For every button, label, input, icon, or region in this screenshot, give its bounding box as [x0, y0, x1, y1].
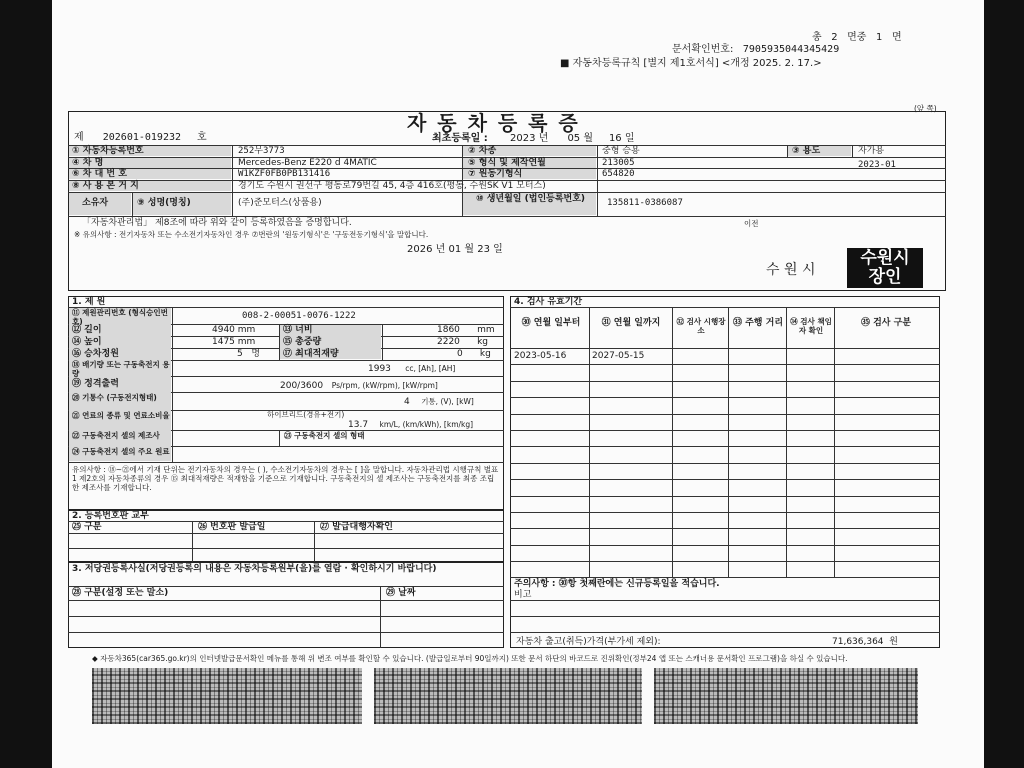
- birth-value: 135811-0386087: [607, 198, 683, 208]
- battery-form-label: ㉓ 구동축전지 셀의 형태: [284, 431, 365, 440]
- reg-number-value: 252무3773: [238, 146, 285, 156]
- inspection-row-line: [510, 446, 940, 447]
- engine-type-value: 654820: [602, 169, 635, 179]
- lien-col-date: ㉙ 날짜: [386, 588, 416, 598]
- inspection-row-line: [510, 528, 940, 529]
- vehicle-kind-label: ② 차종: [468, 146, 497, 156]
- spec-footnote: 유의사항 : ⑱~㉑에서 기재 단위는 전기자동차의 경우는 ( ), 수소전기자동차의 경우는 [ ]을 말합니다. 자동차관리법 시행규칙 별표 1 제2호의 자동차종류의 경우 ⑮ 최대적재량은 적재함을 기준으로 기재합니다. 구동축전지의 셀 제조사는 구동축전지를 최종 조립한 제조사를 기재합니다.: [72, 465, 499, 492]
- insp-col-type: ㉟ 검사 구분: [860, 318, 912, 328]
- registration-certificate: [52, 0, 984, 768]
- certify-text: 「자동차관리법」 제8조에 따라 위와 같이 등록하였음을 증명합니다.: [82, 218, 352, 228]
- lien-section: [68, 562, 504, 648]
- document-title: 자 동 차 등 록 증: [407, 111, 580, 135]
- spec-header: 1. 제 원: [72, 297, 106, 307]
- barcode-left: [92, 668, 362, 724]
- bottom-notice: ◆ 자동차365(car365.go.kr)의 인터넷발급문서확인 메뉴를 통해 위 변조 여부를 확인할 수 있습니다. (발급일로부터 90일까지) 또한 문서 하단의 바코드로 진위확인(정부24 앱 또는 스캐너용 문서확인 프로그램)을 하실 수 있습니다.: [92, 654, 848, 663]
- width-label: ⑬ 너비: [283, 325, 313, 335]
- birth-label: ⑩ 생년월일 (법인등록번호): [475, 194, 586, 204]
- lien-col-type: ㉘ 구분(설정 또는 말소): [72, 588, 169, 598]
- page-count: 총 2 면중 1 면: [812, 32, 902, 43]
- inspection-row-line: [510, 414, 940, 415]
- insp-col-to: ㉛ 연월 일까지: [601, 318, 661, 328]
- note-text: ※ 유의사항 : 전기자동차 또는 수소전기자동차인 경우 ⑦번란의 '원동기형식'은 '구동전동기형식'을 말합니다.: [74, 230, 429, 239]
- barcode-right: [654, 668, 918, 724]
- official-seal: 수원시 장인: [847, 248, 923, 288]
- insp-col-from: ㉚ 연월 일부터: [521, 318, 581, 328]
- owner-name-value: (주)준모터스(상품용): [238, 198, 322, 208]
- engine-type-label: ⑦ 원동기형식: [468, 169, 523, 179]
- issuer-name: 수 원 시: [766, 262, 816, 278]
- use-label: ③ 용도: [792, 146, 821, 156]
- regulation-text: ■ 자동차등록규칙 [별지 제1호서식] <개정 2025. 2. 17.>: [560, 58, 822, 69]
- displacement-value: 1993 cc, [Ah], [AH]: [368, 364, 456, 374]
- inspection-row-line: [510, 381, 940, 382]
- inspection-row-line: [510, 545, 940, 546]
- displacement-label: ⑱ 배기량 또는 구동축전지 용량: [72, 360, 170, 378]
- max-load-label: ⑰ 최대적재량: [283, 349, 339, 359]
- vehicle-name-value: Mercedes-Benz E220 d 4MATIC: [238, 158, 377, 168]
- approval-no-label: ⑪ 제원관리번호 (형식승인번호): [72, 308, 168, 326]
- plate-header: 2. 등록번호판 교부: [72, 511, 149, 521]
- use-value: 자가용: [858, 146, 885, 156]
- height-label: ⑭ 높이: [72, 337, 102, 347]
- plate-col-issue-date: ㉖ 번호판 발급일: [198, 522, 266, 532]
- vehicle-name-label: ④ 차 명: [72, 158, 104, 168]
- inspection-cell: 2023-05-16: [514, 351, 567, 361]
- location-label: ⑧ 사 용 본 거 지: [72, 181, 139, 191]
- inspection-row-line: [510, 364, 940, 365]
- inspection-cell: 2027-05-15: [592, 351, 645, 361]
- model-year-label: ⑤ 형식 및 제작연월: [468, 158, 546, 168]
- seats-label: ⑯ 승차정원: [72, 349, 119, 359]
- manufacture-date-value: 2023-01: [858, 160, 896, 170]
- battery-maker-label: ㉒ 구동축전지 셀의 제조사: [72, 431, 160, 440]
- location-value: 경기도 수원시 권선구 평동로79번길 45, 4층 416호(평동, 수원SK V1 모터스): [238, 181, 546, 191]
- front-side-tag: (앞 쪽): [914, 104, 937, 113]
- height-value: 1475 mm: [212, 337, 256, 347]
- insp-col-place: ㉜ 검사 시행장소: [676, 317, 726, 335]
- barcode-middle: [374, 668, 642, 724]
- inspection-note: 주의사항 : ㉚항 첫째란에는 신규등록일을 적습니다.: [514, 579, 720, 589]
- max-load-value: 0 kg: [457, 349, 491, 359]
- inspection-row-line: [510, 561, 940, 562]
- inspection-row-line: [510, 512, 940, 513]
- seats-value: 5 명: [237, 349, 261, 359]
- model-value: 213005: [602, 158, 635, 168]
- insp-col-inspector: ㉞ 검사 책임자 확인: [790, 317, 832, 335]
- battery-material-label: ㉔ 구동축전지 셀의 주요 원료: [72, 447, 170, 456]
- efficiency-value: 13.7 km/L, (km/kWh), [km/kg]: [348, 420, 474, 430]
- reg-number-label: ① 자동차등록번호: [72, 146, 144, 156]
- insp-col-mileage: ㉝ 주행 거리: [732, 318, 784, 328]
- inspection-row-line: [510, 496, 940, 497]
- inspection-header: 4. 검사 유효기간: [514, 297, 583, 307]
- vehicle-kind-value: 중형 승용: [602, 146, 640, 156]
- lien-header: 3. 저당권등록사실(저당권등록의 내용은 자동차등록원부(을)를 열람 · 확인하시기 바랍니다): [72, 564, 437, 574]
- price-label: 자동차 출고(취득)가격(부가세 제외):: [516, 637, 661, 647]
- inspection-row-line: [510, 397, 940, 398]
- power-label: ⑲ 정격출력: [72, 379, 119, 389]
- certificate-number: 제 202601-019232 호: [74, 132, 207, 143]
- owner-label: 소유자: [82, 198, 109, 208]
- first-registration-date: 최초등록일 : 2023 년 05 월 16 일: [432, 133, 635, 144]
- power-value: 200/3600 Ps/rpm, (kW/rpm), [kW/rpm]: [280, 381, 438, 391]
- remark-label: 비고: [514, 590, 532, 600]
- cylinders-label: ⑳ 기통수 (구동전지형태): [72, 393, 157, 402]
- gross-weight-label: ⑮ 총중량: [283, 337, 322, 347]
- inspection-row-line: [510, 430, 940, 431]
- price-value: 71,636,364 원: [832, 637, 898, 647]
- gross-weight-value: 2220 kg: [437, 337, 489, 347]
- doc-confirm-number: 문서확인번호: 7905935044345429: [672, 44, 840, 55]
- approval-no-value: 008-2-00051-0076-1222: [242, 311, 356, 321]
- vin-value: W1KZF0FB0PB131416: [238, 169, 331, 179]
- old-label: 이전: [744, 219, 759, 228]
- vin-label: ⑥ 차 대 번 호: [72, 169, 127, 179]
- issue-date: 2026 년 01 월 23 일: [407, 244, 503, 255]
- inspection-row-line: [510, 463, 940, 464]
- length-label: ⑫ 길이: [72, 325, 102, 335]
- cylinders-value: 4 기통, (V), [kW]: [404, 397, 474, 407]
- width-value: 1860 mm: [437, 325, 495, 335]
- fuel-label: ㉑ 연료의 종류 및 연료소비율: [72, 411, 170, 420]
- owner-name-label: ⑨ 성명(명칭): [137, 198, 191, 208]
- length-value: 4940 mm: [212, 325, 256, 335]
- plate-col-agent: ㉗ 발급대행자확인: [320, 522, 393, 532]
- plate-col-type: ㉕ 구분: [72, 522, 102, 532]
- inspection-row-line: [510, 479, 940, 480]
- fuel-value: 하이브리드(경유+전기): [267, 410, 345, 419]
